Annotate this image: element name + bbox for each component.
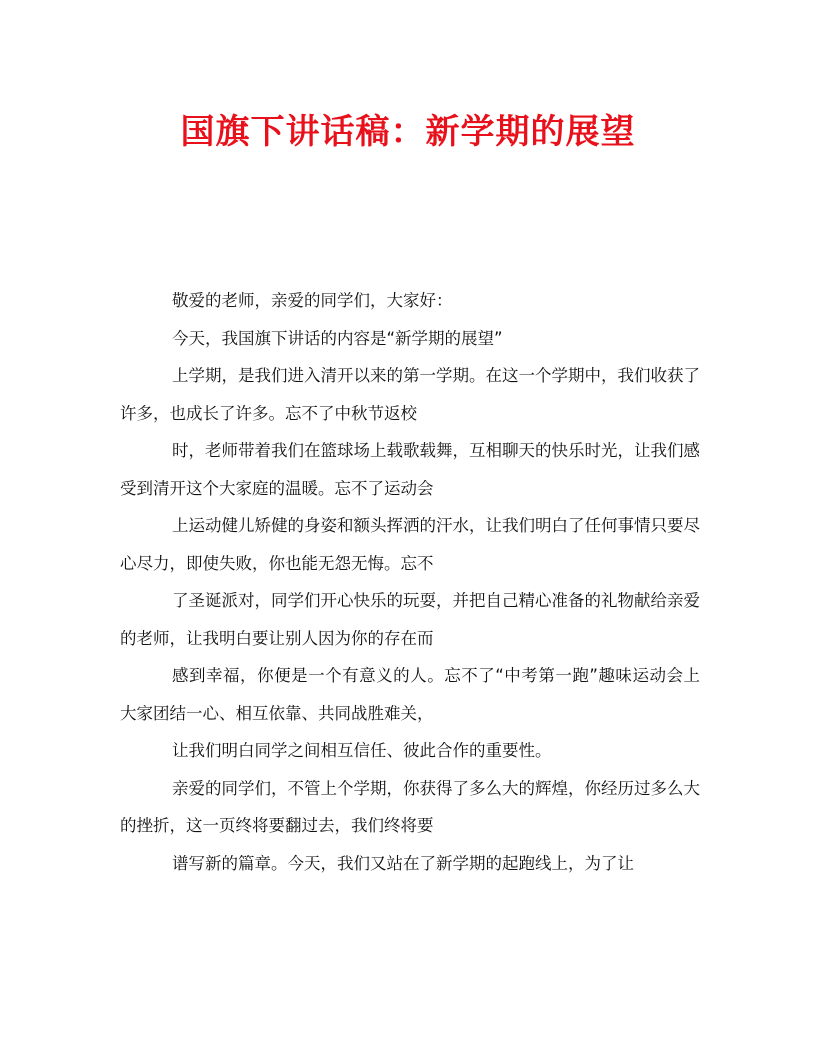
paragraph: 亲爱的同学们，不管上个学期，你获得了多么大的辉煌，你经历过多么大的挫折，这一页终将要翻过去，我们终将要 <box>120 778 700 835</box>
paragraph: 上运动健儿矫健的身姿和额头挥洒的汗水，让我们明白了任何事情只要尽心尽力，即使失败，你也能无怨无悔。忘不 <box>120 516 700 573</box>
paragraph: 感到幸福，你便是一个有意义的人。忘不了“中考第一跑”趣味运动会上大家团结一心、相互依靠、共同战胜难关， <box>120 666 700 723</box>
document-body <box>120 282 700 882</box>
document-title: 国旗下讲话稿：新学期的展望 <box>180 112 636 152</box>
paragraph-topic: 今天，我国旗下讲话的内容是“新学期的展望” <box>172 328 503 348</box>
paragraph: 时，老师带着我们在篮球场上载歌载舞，互相聊天的快乐时光，让我们感受到清开这个大家庭的温暖。忘不了运动会 <box>120 441 700 498</box>
paragraph-greeting: 敬爱的老师，亲爱的同学们，大家好： <box>172 291 453 310</box>
paragraph: 了圣诞派对，同学们开心快乐的玩耍，并把自己精心准备的礼物献给亲爱的老师，让我明白要让别人因为你的存在而 <box>120 591 700 648</box>
paragraph: 让我们明白同学之间相互信任、彼此合作的重要性。 <box>172 741 552 760</box>
paragraph: 谱写新的篇章。今天，我们又站在了新学期的起跑线上，为了让 <box>172 853 634 873</box>
paragraph: 上学期，是我们进入清开以来的第一学期。在这一个学期中，我们收获了许多，也成长了许多。忘不了中秋节返校 <box>120 366 700 423</box>
